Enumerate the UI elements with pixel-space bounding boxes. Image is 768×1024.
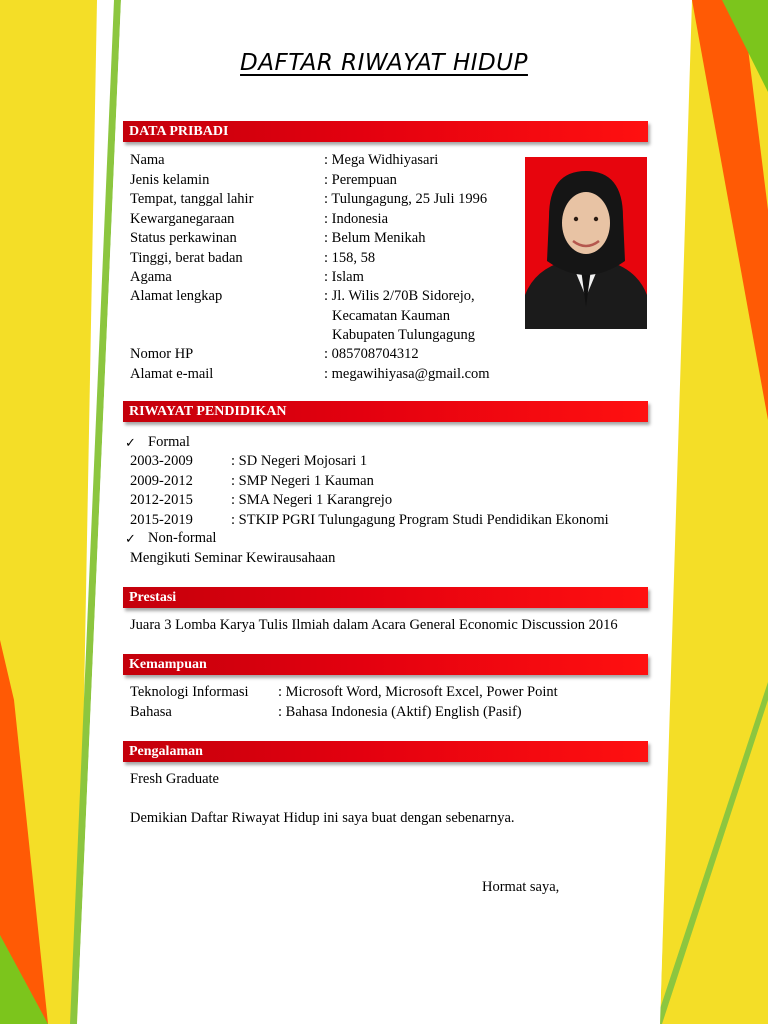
closing-statement: Demikian Daftar Riwayat Hidup ini saya buat dengan sebenarnya. [130,810,515,826]
value-nama: : Mega Widhiyasari [324,152,439,168]
value-jenis-kelamin: : Perempuan [324,171,397,188]
formal-label: Formal [148,434,190,450]
profile-photo [525,157,647,329]
section-bar-pengalaman: Pengalaman [123,741,648,762]
section-bar-prestasi: Prestasi [123,587,648,608]
label-alamat: Alamat lengkap [130,288,223,304]
label-ttl: Tempat, tanggal lahir [130,191,254,207]
signoff: Hormat saya, [482,879,560,895]
label-hp: Nomor HP [130,346,194,362]
value-hp: : 085708704312 [324,346,419,362]
education-school: : SMP Negeri 1 Kauman [231,472,374,489]
education-years: 2003-2009 [130,453,193,469]
value-ttl: : Tulungagung, 25 Juli 1996 [324,191,488,207]
education-years: 2009-2012 [130,472,193,489]
nonformal-text: Mengikuti Seminar Kewirausahaan [130,549,336,566]
label-kewarganegaraan: Kewarganegaraan [130,210,235,227]
checkmark-icon: ✓ [125,531,136,546]
label-email: Alamat e-mail [130,365,214,382]
nonformal-label: Non-formal [148,530,217,546]
value-agama: : Islam [324,269,364,285]
value-ti: : Microsoft Word, Microsoft Excel, Power Point [278,684,558,700]
education-years: 2015-2019 [130,511,193,528]
value-alamat-line3: Kabupaten Tulungagung [332,327,475,343]
education-school: : STKIP PGRI Tulungagung Program Studi Pendidikan Ekonomi [231,511,609,528]
value-alamat-line1: : Jl. Wilis 2/70B Sidorejo, [324,288,475,304]
value-kewarganegaraan: : Indonesia [324,210,389,227]
pengalaman-text: Fresh Graduate [130,771,219,787]
section-bar-data-pribadi: DATA PRIBADI [123,121,648,142]
label-tinggi-berat: Tinggi, berat badan [130,249,243,266]
value-tinggi-berat: : 158, 58 [324,249,376,266]
label-status: Status perkawinan [130,230,237,246]
section-bar-riwayat-pendidikan: RIWAYAT PENDIDIKAN [123,401,648,422]
label-jenis-kelamin: Jenis kelamin [130,171,210,188]
education-school: : SD Negeri Mojosari 1 [231,453,368,469]
education-years: 2012-2015 [130,492,193,508]
label-agama: Agama [130,269,172,285]
value-status: : Belum Menikah [324,230,426,246]
value-alamat-line2: Kecamatan Kauman [332,307,450,324]
label-nama: Nama [130,152,165,168]
checkmark-icon: ✓ [125,435,136,450]
section-bar-kemampuan: Kemampuan [123,654,648,675]
label-bahasa: Bahasa [130,703,172,720]
prestasi-text: Juara 3 Lomba Karya Tulis Ilmiah dalam Acara General Economic Discussion 2016 [130,617,618,633]
page-title: DAFTAR RIWAYAT HIDUP [240,50,528,76]
value-bahasa: : Bahasa Indonesia (Aktif) English (Pasif) [278,703,522,720]
value-email: : megawihiyasa@gmail.com [324,365,490,382]
education-school: : SMA Negeri 1 Karangrejo [231,492,393,508]
label-ti: Teknologi Informasi [130,684,249,700]
